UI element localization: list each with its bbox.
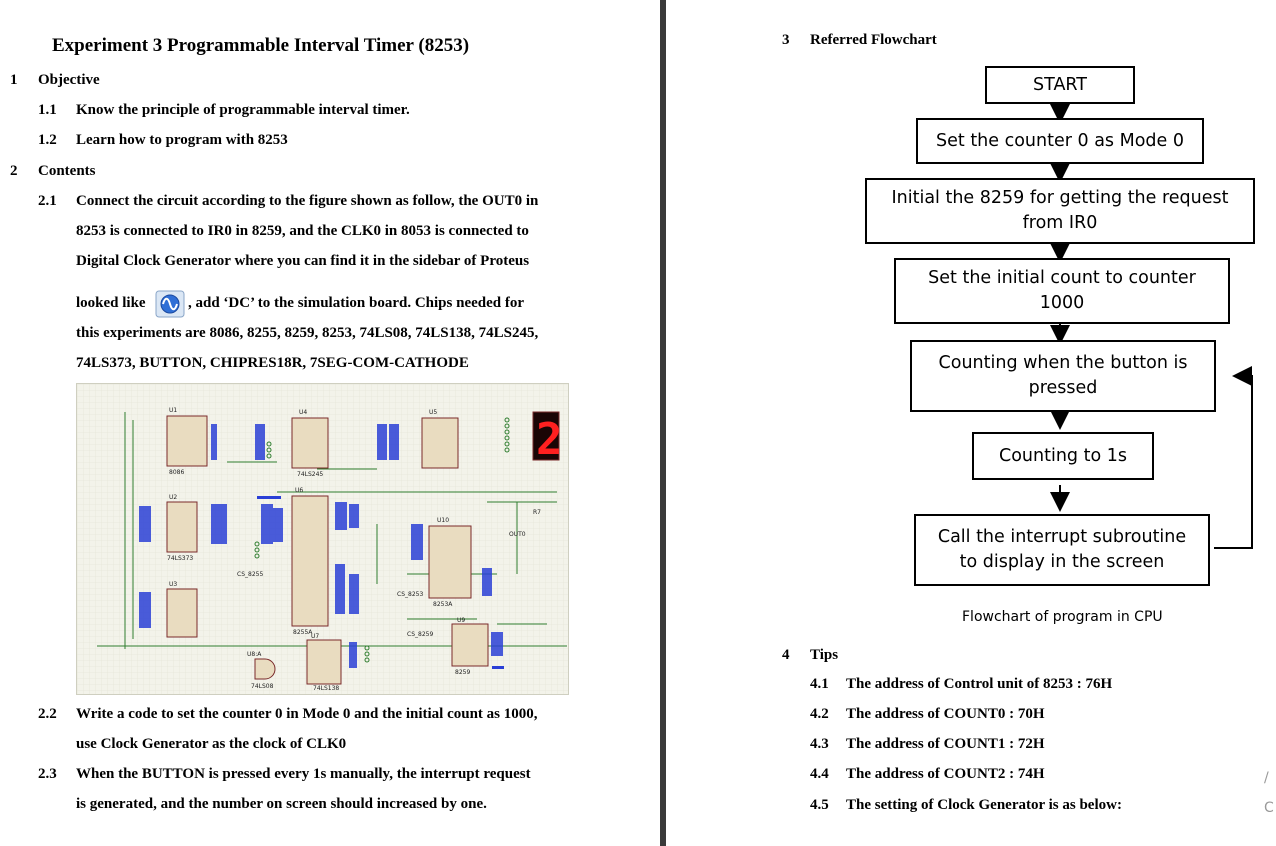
label-74ls245: 74LS245 <box>297 471 324 478</box>
circuit-schematic <box>76 383 569 695</box>
label-u1: U1 <box>169 407 178 414</box>
section-4-number: 4 <box>782 647 790 663</box>
item-2-2-number: 2.2 <box>38 706 57 722</box>
label-8255a: 8255A <box>293 629 313 636</box>
tip-5-number: 4.5 <box>810 797 829 813</box>
item-1-1-number: 1.1 <box>38 102 57 118</box>
flow-step-set-mode: Set the counter 0 as Mode 0 <box>916 118 1204 164</box>
flow-step-interrupt: Call the interrupt subroutine to display in the screen <box>914 514 1210 586</box>
label-cs-8253: CS_8253 <box>397 591 424 598</box>
label-u2: U2 <box>169 494 178 501</box>
item-2-3-line-1: When the BUTTON is pressed every 1s manually, the interrupt request <box>76 766 531 782</box>
flow-start: START <box>985 66 1135 104</box>
tip-5-text: The setting of Clock Generator is as below: <box>846 797 1122 813</box>
item-2-3-line-2: is generated, and the number on screen should increased by one. <box>76 796 487 812</box>
label-74ls138: 74LS138 <box>313 685 340 692</box>
label-u7: U7 <box>311 633 320 640</box>
item-2-3-number: 2.3 <box>38 766 57 782</box>
item-2-1-line-5: this experiments are 8086, 8255, 8259, 8253, 74LS08, 74LS138, 74LS245, <box>76 325 539 341</box>
section-4-heading: Tips <box>810 647 839 663</box>
tip-4-text: The address of COUNT2 : 74H <box>846 766 1045 782</box>
flow-step-init-8259: Initial the 8259 for getting the request from IR0 <box>865 178 1255 244</box>
label-u4: U4 <box>299 409 308 416</box>
section-1-heading: Objective <box>38 72 100 88</box>
tip-3-number: 4.3 <box>810 736 829 752</box>
label-8259: 8259 <box>455 669 471 676</box>
label-74ls373: 74LS373 <box>167 555 194 562</box>
label-r7: R7 <box>533 509 541 516</box>
cut-off-glyph-2: C <box>1264 800 1274 816</box>
item-2-2-line-1: Write a code to set the counter 0 in Mode 0 and the initial count as 1000, <box>76 706 538 722</box>
flow-step-counting-1s: Counting to 1s <box>972 432 1154 480</box>
label-74ls08: 74LS08 <box>251 683 274 690</box>
section-2-heading: Contents <box>38 163 96 179</box>
item-2-1-line-3: Digital Clock Generator where you can find it in the sidebar of Proteus <box>76 253 530 269</box>
item-2-1-line-6: 74LS373, BUTTON, CHIPRES18R, 7SEG-COM-CATHODE <box>76 355 469 371</box>
item-2-1-line-4b: , add ‘DC’ to the simulation board. Chips needed for <box>188 295 524 311</box>
item-2-1-number: 2.1 <box>38 193 57 209</box>
label-u9: U9 <box>457 617 466 624</box>
item-1-2-number: 1.2 <box>38 132 57 148</box>
flow-step-counting-button: Counting when the button is pressed <box>910 340 1216 412</box>
tip-2-number: 4.2 <box>810 706 829 722</box>
tip-1-text: The address of Control unit of 8253 : 76H <box>846 676 1113 692</box>
section-1-number: 1 <box>10 72 18 88</box>
label-u3: U3 <box>169 581 178 588</box>
cut-off-glyph-1: / <box>1264 770 1269 786</box>
item-1-2-text: Learn how to program with 8253 <box>76 132 288 148</box>
flowchart-connectors <box>860 100 1276 560</box>
label-u5: U5 <box>429 409 438 416</box>
section-3-number: 3 <box>782 32 790 48</box>
tip-3-text: The address of COUNT1 : 72H <box>846 736 1045 752</box>
label-cs-8259: CS_8259 <box>407 631 434 638</box>
label-out0: OUT0 <box>509 531 526 538</box>
page-divider <box>660 0 666 846</box>
item-2-1-line-1: Connect the circuit according to the figure shown as follow, the OUT0 in <box>76 193 539 209</box>
tip-1-number: 4.1 <box>810 676 829 692</box>
label-u6: U6 <box>295 487 304 494</box>
section-2-number: 2 <box>10 163 18 179</box>
item-2-2-line-2: use Clock Generator as the clock of CLK0 <box>76 736 347 752</box>
flow-step-initial-count: Set the initial count to counter 1000 <box>894 258 1230 324</box>
tip-4-number: 4.4 <box>810 766 829 782</box>
section-3-heading: Referred Flowchart <box>810 32 937 48</box>
item-1-1-text: Know the principle of programmable interval timer. <box>76 102 410 118</box>
seven-seg-digit: 2 <box>536 414 563 465</box>
label-cs-8255: CS_8255 <box>237 571 264 578</box>
label-8086: 8086 <box>169 469 185 476</box>
item-2-1-line-4a: looked like <box>76 295 146 311</box>
flowchart-caption: Flowchart of program in CPU <box>962 609 1163 625</box>
item-2-1-line-2: 8253 is connected to IR0 in 8259, and the CLK0 in 8053 is connected to <box>76 223 529 239</box>
label-u10: U10 <box>437 517 450 524</box>
tip-2-text: The address of COUNT0 : 70H <box>846 706 1045 722</box>
page-title: Experiment 3 Programmable Interval Timer (8253) <box>52 35 470 56</box>
label-u8a: U8:A <box>247 651 262 658</box>
label-8253a: 8253A <box>433 601 453 608</box>
clock-generator-icon <box>155 290 185 318</box>
